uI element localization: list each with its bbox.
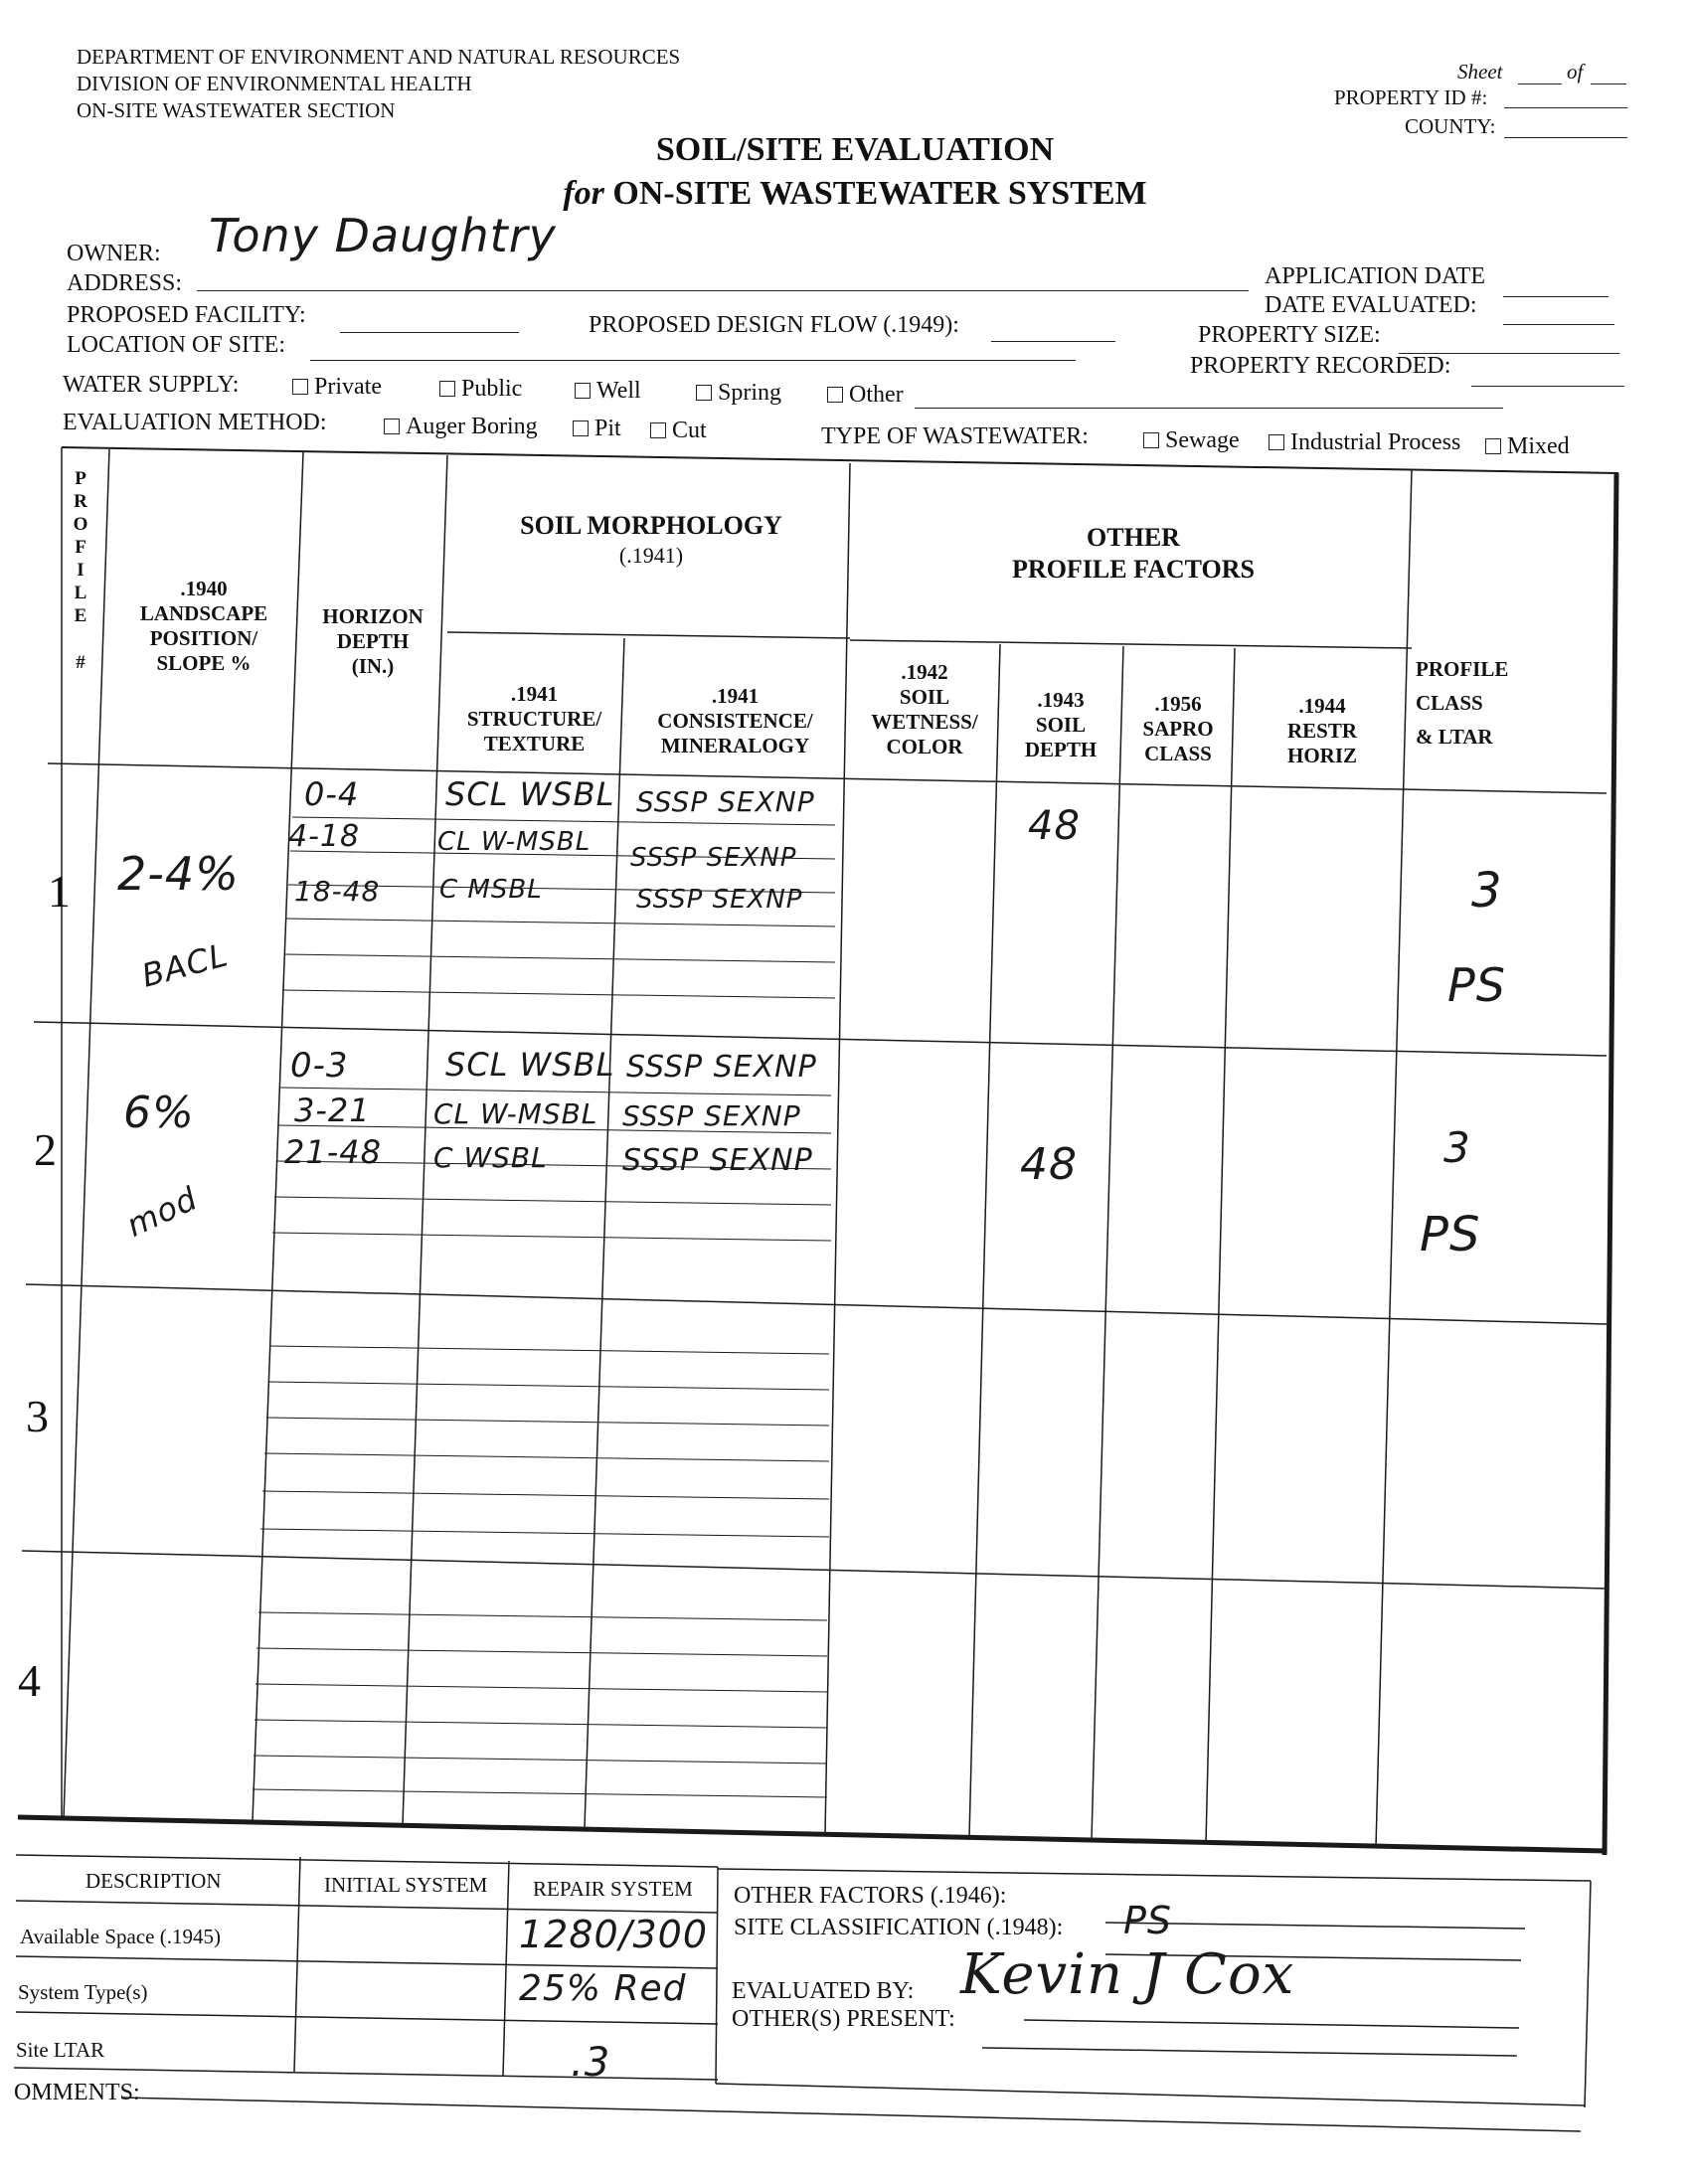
application-date-label: APPLICATION DATE bbox=[1265, 263, 1485, 289]
water-supply-public[interactable]: Public bbox=[439, 376, 522, 403]
profile-1-texture-3[interactable]: C MSBL bbox=[439, 875, 543, 905]
subtitle-main: ON-SITE WASTEWATER SYSTEM bbox=[612, 175, 1147, 212]
profile-column-header: P R O F I L E # bbox=[73, 468, 88, 673]
wastewater-sewage[interactable]: Sewage bbox=[1143, 427, 1240, 454]
water-supply-label: WATER SUPPLY: bbox=[63, 372, 240, 398]
horizon-header: HORIZON DEPTH (IN.) bbox=[322, 604, 424, 678]
subtitle-prefix: for bbox=[563, 175, 604, 212]
location-label: LOCATION OF SITE: bbox=[67, 332, 285, 358]
profile-1-depth-2[interactable]: 4-18 bbox=[288, 819, 361, 854]
address-label: ADDRESS: bbox=[67, 270, 183, 296]
evaluated-by-signature[interactable]: Kevin J Cox bbox=[960, 1942, 1295, 2007]
profile-1-depth-1[interactable]: 0-4 bbox=[304, 775, 360, 813]
profile-number-3: 3 bbox=[26, 1391, 49, 1441]
water-supply-spring[interactable]: Spring bbox=[696, 380, 781, 407]
site-classification-label: SITE CLASSIFICATION (.1948): bbox=[734, 1915, 1064, 1940]
structure-header: .1941 STRUCTURE/ TEXTURE bbox=[466, 682, 602, 756]
design-flow-label: PROPOSED DESIGN FLOW (.1949): bbox=[589, 312, 959, 338]
restr-horiz-header: .1944 RESTR HORIZ bbox=[1286, 694, 1358, 767]
profile-2-ltar[interactable]: PS bbox=[1420, 1207, 1481, 1262]
profile-2-consistence-3[interactable]: SSSP SEXNP bbox=[622, 1143, 813, 1178]
profile-1-consistence-2[interactable]: SSSP SEXNP bbox=[630, 843, 797, 873]
profile-1-soil-depth[interactable]: 48 bbox=[1028, 803, 1081, 849]
agency-line-1: DEPARTMENT OF ENVIRONMENT AND NATURAL RESOURCES bbox=[77, 45, 681, 69]
other-profile-factors-header: OTHER PROFILE FACTORS bbox=[1012, 523, 1255, 584]
soil-morphology-header: SOIL MORPHOLOGY (.1941) bbox=[520, 511, 782, 568]
profile-1-ltar[interactable]: PS bbox=[1447, 958, 1506, 1012]
profile-number-2: 2 bbox=[34, 1124, 57, 1175]
water-supply-other[interactable]: Other bbox=[827, 382, 904, 409]
profile-2-consistence-1[interactable]: SSSP SEXNP bbox=[626, 1050, 817, 1085]
profile-number-1: 1 bbox=[48, 866, 71, 917]
profile-2-depth-2[interactable]: 3-21 bbox=[294, 1092, 371, 1129]
property-size-label: PROPERTY SIZE: bbox=[1198, 322, 1381, 348]
profile-1-depth-3[interactable]: 18-48 bbox=[294, 875, 381, 908]
comments-label: OMMENTS: bbox=[14, 2080, 140, 2105]
repair-system-header: REPAIR SYSTEM bbox=[533, 1877, 693, 1901]
available-space-repair[interactable]: 1280/300 bbox=[519, 1913, 709, 1956]
wastewater-type-label: TYPE OF WASTEWATER: bbox=[821, 423, 1089, 449]
landscape-header: .1940 LANDSCAPE POSITION/ SLOPE % bbox=[139, 577, 268, 675]
profile-1-slope[interactable]: 2-4% bbox=[117, 847, 240, 901]
property-id-label: PROPERTY ID #: bbox=[1334, 85, 1488, 109]
profile-1-consistence-3[interactable]: SSSP SEXNP bbox=[636, 885, 803, 915]
profile-number-4: 4 bbox=[18, 1655, 41, 1706]
sheet-label: Sheet bbox=[1457, 60, 1503, 84]
of-label: of bbox=[1567, 60, 1584, 84]
profile-2-landscape[interactable]: mod bbox=[120, 1179, 204, 1245]
owner-value[interactable]: Tony Daughtry bbox=[209, 209, 557, 262]
method-cut[interactable]: Cut bbox=[650, 418, 707, 444]
proposed-facility-label: PROPOSED FACILITY: bbox=[67, 302, 306, 328]
other-factors-label: OTHER FACTORS (.1946): bbox=[734, 1883, 1007, 1909]
consistence-header: .1941 CONSISTENCE/ MINERALOGY bbox=[657, 684, 813, 757]
soil-depth-header: .1943 SOIL DEPTH bbox=[1024, 688, 1098, 761]
profile-2-texture-2[interactable]: CL W-MSBL bbox=[433, 1097, 598, 1130]
evaluation-method-label: EVALUATION METHOD: bbox=[63, 410, 327, 435]
available-space-label: Available Space (.1945) bbox=[20, 1925, 221, 1948]
method-pit[interactable]: Pit bbox=[573, 416, 621, 442]
others-present-label: OTHER(S) PRESENT: bbox=[732, 2006, 955, 2032]
county-label: COUNTY: bbox=[1405, 114, 1496, 138]
profile-2-texture-1[interactable]: SCL WSBL bbox=[445, 1046, 615, 1084]
profile-2-soil-depth[interactable]: 48 bbox=[1020, 1139, 1078, 1190]
system-types-label: System Type(s) bbox=[18, 1980, 148, 2004]
form-title: SOIL/SITE EVALUATION bbox=[655, 131, 1055, 168]
evaluated-by-label: EVALUATED BY: bbox=[732, 1978, 915, 2004]
date-evaluated-label: DATE EVALUATED: bbox=[1265, 292, 1477, 318]
profile-2-consistence-2[interactable]: SSSP SEXNP bbox=[622, 1099, 801, 1132]
wetness-header: .1942 SOIL WETNESS/ COLOR bbox=[871, 660, 978, 758]
profile-class-header: PROFILE CLASS & LTAR bbox=[1416, 657, 1509, 749]
water-supply-well[interactable]: Well bbox=[575, 378, 641, 405]
property-recorded-label: PROPERTY RECORDED: bbox=[1190, 353, 1451, 379]
profile-1-texture-2[interactable]: CL W-MSBL bbox=[437, 827, 592, 857]
profile-2-depth-1[interactable]: 0-3 bbox=[290, 1046, 349, 1086]
owner-label: OWNER: bbox=[67, 241, 161, 266]
profile-1-texture-1[interactable]: SCL WSBL bbox=[445, 775, 615, 813]
site-classification-value[interactable]: PS bbox=[1123, 1899, 1173, 1942]
profile-2-slope[interactable]: 6% bbox=[123, 1088, 195, 1138]
profile-1-consistence-1[interactable]: SSSP SEXNP bbox=[636, 785, 815, 818]
initial-system-header: INITIAL SYSTEM bbox=[324, 1873, 488, 1897]
site-ltar-label: Site LTAR bbox=[16, 2038, 105, 2062]
wastewater-industrial[interactable]: Industrial Process bbox=[1269, 429, 1460, 456]
wastewater-mixed[interactable]: Mixed bbox=[1485, 433, 1570, 460]
agency-line-2: DIVISION OF ENVIRONMENTAL HEALTH bbox=[77, 72, 472, 95]
water-supply-private[interactable]: Private bbox=[292, 374, 382, 401]
system-type-repair[interactable]: 25% Red bbox=[519, 1968, 687, 2009]
sapro-class-header: .1956 SAPRO CLASS bbox=[1142, 692, 1214, 765]
profile-1-landscape[interactable]: BACL bbox=[137, 935, 233, 995]
agency-line-3: ON-SITE WASTEWATER SECTION bbox=[77, 98, 396, 122]
site-ltar-repair[interactable]: .3 bbox=[571, 2040, 611, 2086]
description-header: DESCRIPTION bbox=[85, 1869, 222, 1893]
profile-2-depth-3[interactable]: 21-48 bbox=[284, 1133, 382, 1171]
profile-1-profile-class[interactable]: 3 bbox=[1471, 863, 1503, 919]
profile-2-profile-class[interactable]: 3 bbox=[1443, 1123, 1471, 1172]
method-auger-boring[interactable]: Auger Boring bbox=[384, 414, 538, 440]
profile-2-texture-3[interactable]: C WSBL bbox=[433, 1141, 548, 1174]
